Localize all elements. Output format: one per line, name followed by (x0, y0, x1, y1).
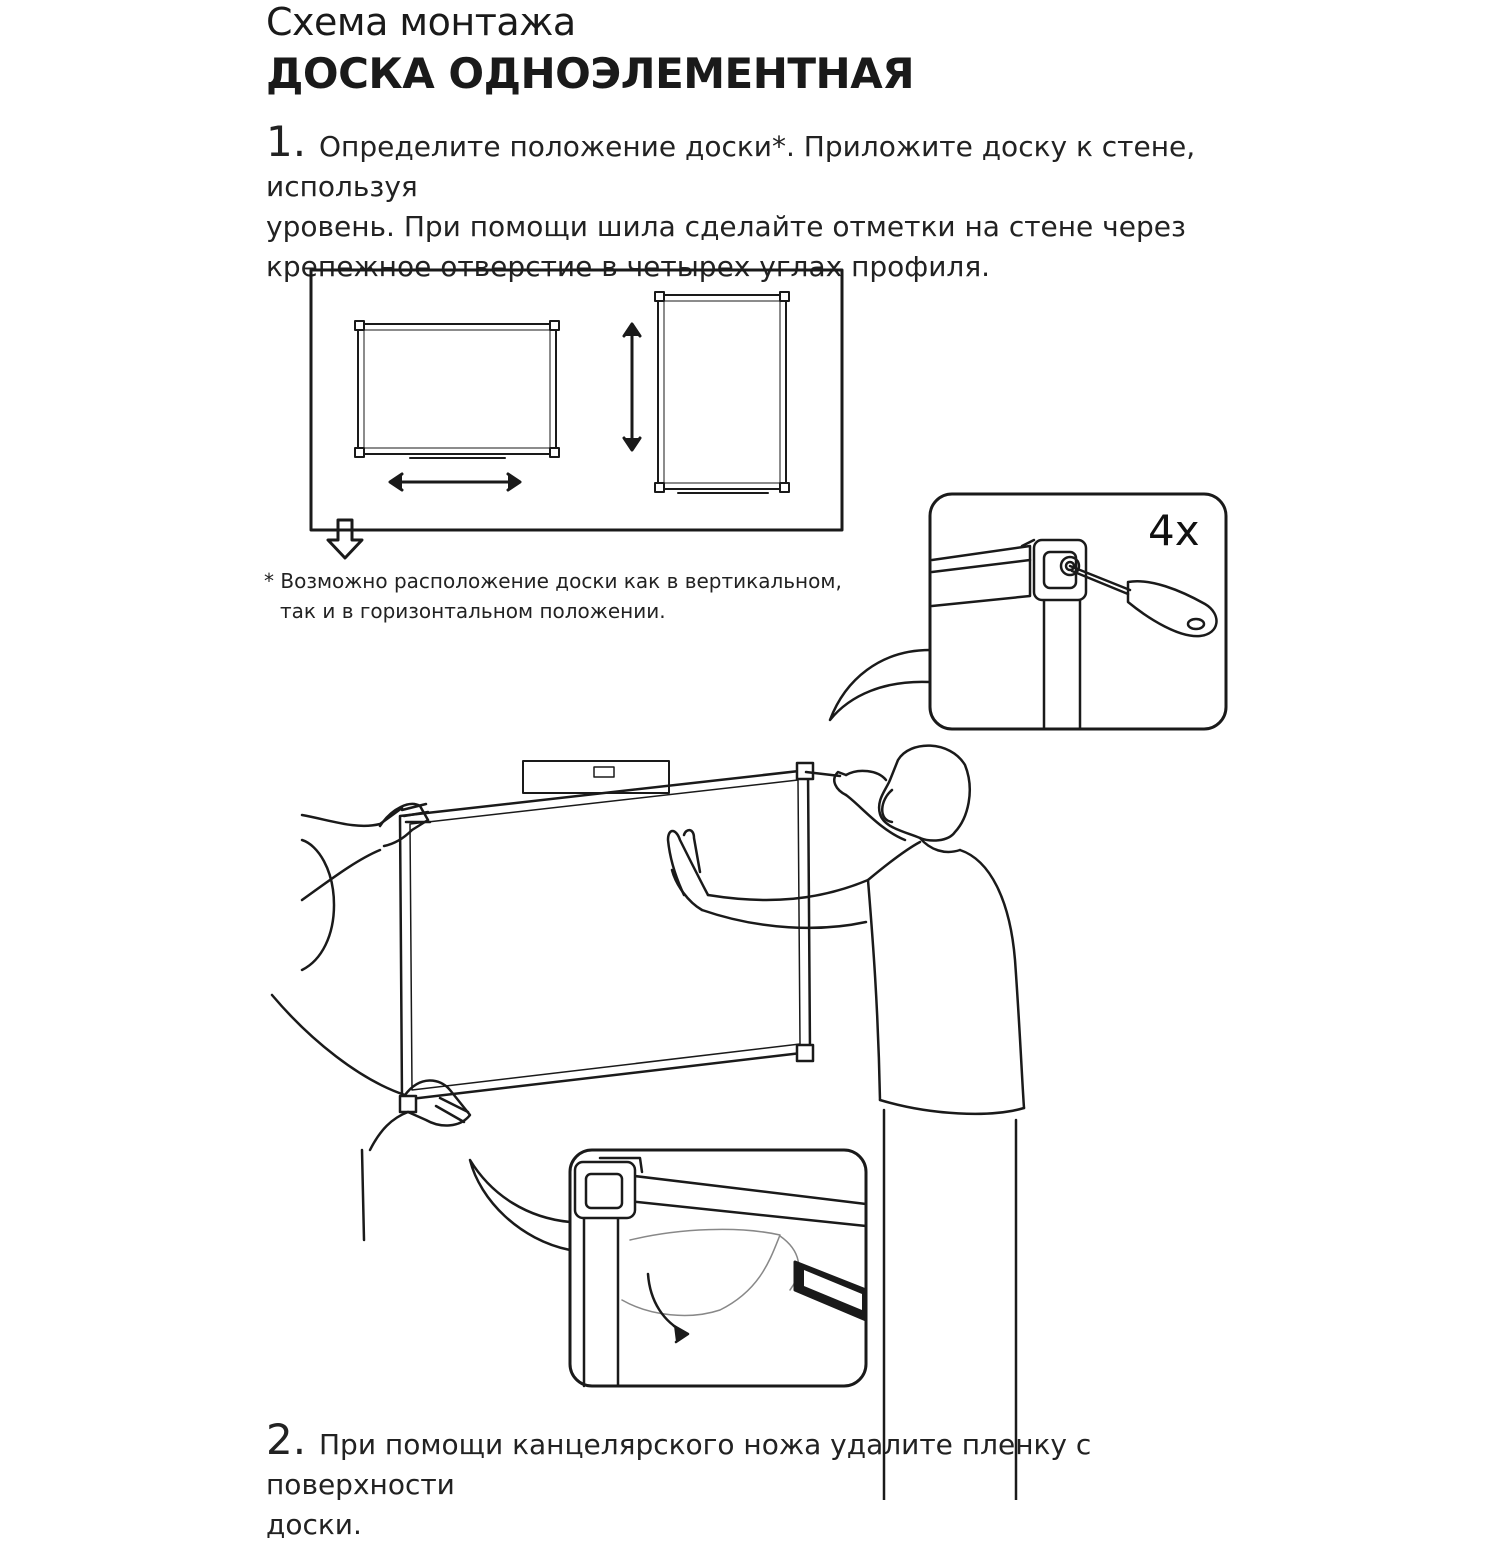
vertical-board-icon (655, 292, 789, 493)
horizontal-arrow-icon (390, 474, 520, 490)
step-2-line-1: При помощи канцелярского ножа удалите пленку с поверхности (266, 1428, 1092, 1501)
left-person-figure (272, 804, 470, 1240)
step-1-number: 1. (266, 117, 307, 166)
peel-arrow-icon (648, 1274, 688, 1342)
board-orientation-diagram (311, 270, 842, 530)
corner-detail-panel (830, 494, 1226, 729)
corner-bracket-icon (932, 540, 1086, 729)
step-2-number: 2. (266, 1415, 307, 1464)
page-subtitle: ДОСКА ОДНОЭЛЕМЕНТНАЯ (266, 49, 915, 98)
step-1-line-3: крепежное отверстие в четырех углах профиля. (266, 250, 991, 283)
horizontal-board-icon (355, 321, 559, 458)
count-label: 4x (1148, 506, 1200, 555)
step-2-line-2: доски. (266, 1508, 362, 1541)
vertical-arrow-icon (624, 324, 640, 450)
hollow-down-arrow-icon (328, 520, 362, 558)
note-line-2: так и в горизонтальном положении. (280, 599, 666, 623)
step-1-line-2: уровень. При помощи шила сделайте отметки на стене через (266, 210, 1186, 243)
note-line-1: * Возможно расположение доски как в вертикальном, (264, 569, 842, 593)
utility-knife-icon (795, 1262, 866, 1320)
page-title: Схема монтажа (266, 0, 576, 44)
film-peel-detail-panel (470, 1150, 866, 1386)
screwdriver-icon (1070, 566, 1216, 636)
film-peel-icon (622, 1229, 799, 1315)
whiteboard (400, 761, 813, 1112)
step-1-line-1: Определите положение доски*. Приложите доску к стене, используя (266, 130, 1196, 203)
